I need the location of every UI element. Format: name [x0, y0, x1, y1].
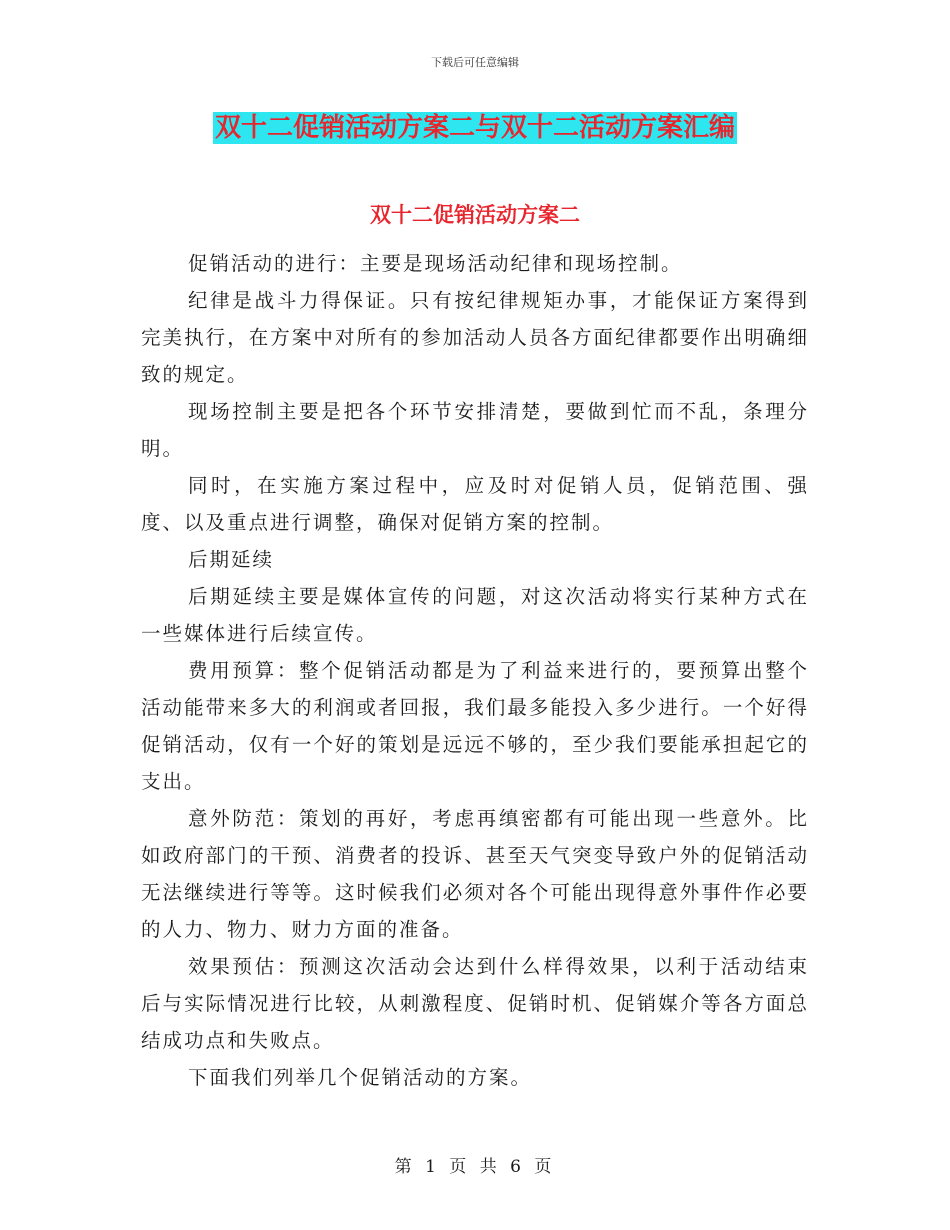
paragraph: 费用预算：整个促销活动都是为了利益来进行的，要预算出整个活动能带来多大的利润或者回报，我们最多能投入多少进行。一个好得促销活动，仅有一个好的策划是远远不够的，至少我们要能承担起它的支出。 [141, 659, 809, 793]
paragraph: 下面我们列举几个促销活动的方案。 [188, 1066, 533, 1089]
paragraph: 现场控制主要是把各个环节安排清楚，要做到忙而不乱，条理分明。 [141, 400, 809, 460]
document-body [141, 245, 809, 1096]
paragraph: 效果预估：预测这次活动会达到什么样得效果，以利于活动结束后与实际情况进行比较，从刺激程度、促销时机、促销媒介等各方面总结成功点和失败点。 [141, 955, 809, 1052]
header-note: 下载后可任意编辑 [431, 56, 519, 69]
paragraph: 同时，在实施方案过程中，应及时对促销人员，促销范围、强度、以及重点进行调整，确保对促销方案的控制。 [141, 474, 809, 534]
page-number-footer: 第 1 页 共 6 页 [394, 1157, 556, 1177]
paragraph: 意外防范：策划的再好，考虑再缜密都有可能出现一些意外。比如政府部门的干预、消费者的投诉、甚至天气突变导致户外的促销活动无法继续进行等等。这时候我们必须对各个可能出现得意外事件作必要的人力、物力、财力方面的准备。 [141, 807, 809, 941]
document-title-container [0, 112, 950, 144]
document-title: 双十二促销活动方案二与双十二活动方案汇编 [214, 113, 735, 143]
paragraph: 促销活动的进行：主要是现场活动纪律和现场控制。 [188, 252, 683, 275]
paragraph: 后期延续主要是媒体宣传的问题，对这次活动将实行某种方式在一些媒体进行后续宣传。 [141, 585, 809, 645]
subheading: 后期延续 [188, 548, 275, 571]
section-title: 双十二促销活动方案二 [370, 203, 580, 227]
paragraph: 纪律是战斗力得保证。只有按纪律规矩办事，才能保证方案得到完美执行，在方案中对所有的参加活动人员各方面纪律都要作出明确细致的规定。 [141, 289, 809, 386]
